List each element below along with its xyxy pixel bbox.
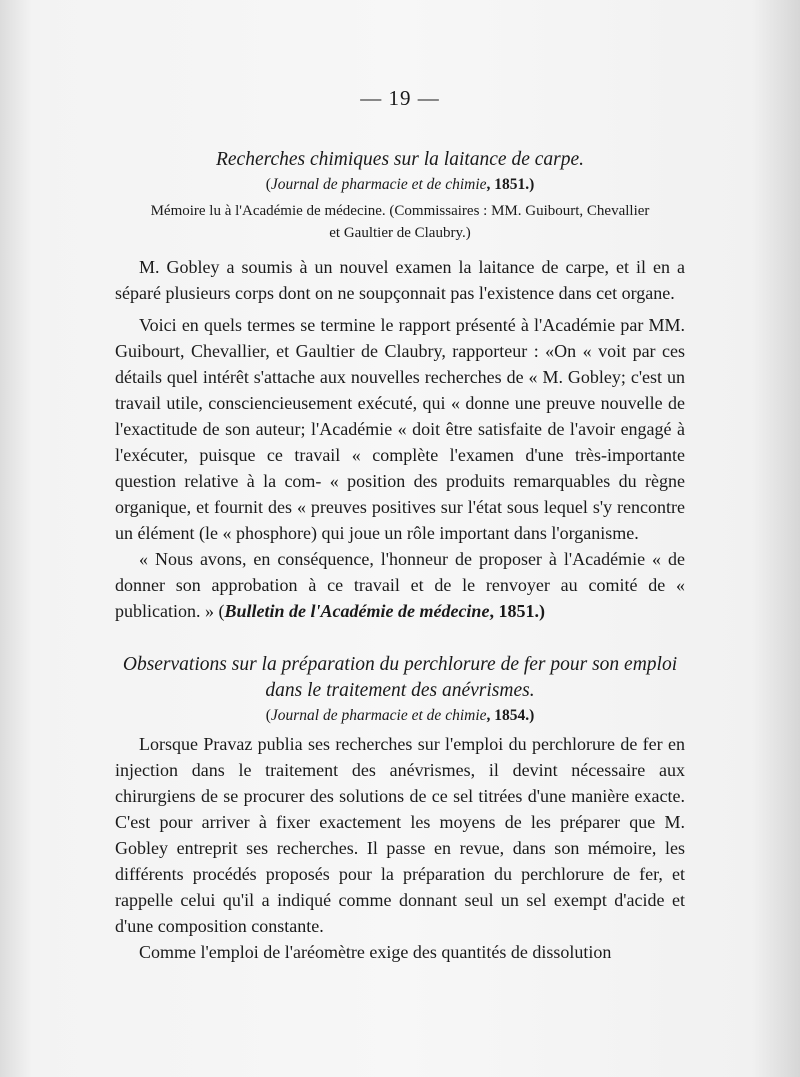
section-title: Observations sur la préparation du perchlorure de fer pour son emploi xyxy=(122,654,678,675)
source-journal: Journal de pharmacie et de chimie xyxy=(270,707,487,724)
paragraph: Lorsque Pravaz publia ses recherches sur l'emploi du perchlorure de fer en injection dans le traitement des anévrismes, il devint nécessaire aux chirurgiens de se procurer des solutions de ce sel titrées d'une manière exacte. C'est pour arriver à fixer exactement les moyens de les préparer que M. Gobley entreprit ses recherches. Il passe en revue, dans son mémoire, les différents procédés proposés pour la préparation du perchlorure de fer, et rappelle celui qu'il a indiqué comme donnant seul un sel exempt d'acide et d'une composition constante. xyxy=(115,734,685,936)
section-laitance-de-carpe xyxy=(115,147,685,624)
memoire-line: Mémoire lu à l'Académie de médecine. (Commissaires : MM. Guibourt, Chevallier xyxy=(150,203,650,219)
source-year: , 1851.) xyxy=(486,176,535,193)
memoire-note xyxy=(115,200,685,244)
section-title: dans le traitement des anévrismes. xyxy=(265,680,535,701)
quote-text: « Nous avons, en conséquence, l'honneur de proposer à l'Académie « de donner son approbation à ce travail et de le renvoyer au comité de « publication. » ( xyxy=(115,549,685,621)
source-journal: Journal de pharmacie et de chimie xyxy=(270,176,487,193)
section-perchlorure-de-fer xyxy=(115,652,685,965)
bulletin-reference: Bulletin de l'Académie de médecine xyxy=(224,601,490,621)
source-open: ( xyxy=(265,176,271,193)
paragraph xyxy=(115,546,685,624)
section-title: Recherches chimiques sur la laitance de carpe. xyxy=(215,149,585,170)
page-number: — 19 — xyxy=(360,86,440,110)
section-source xyxy=(115,176,685,194)
bulletin-year: , 1851.) xyxy=(489,601,545,621)
paragraph: Voici en quels termes se termine le rapport présenté à l'Académie par MM. Guibourt, Chevallier, et Gaultier de Claubry, rapporteur : «On « voit par ces détails quel intérêt s'attache aux nouvelles recherches de « M. Gobley; c'est un travail utile, consciencieusement exécuté, qui « donne une preuve nouvelle de l'exactitude de son auteur; l'Académie « doit être satisfaite de l'avoir engagé à l'exécuter, puisque ce travail « complète l'examen d'une très-importante question relative à la com- « position des produits remarquables du règne organique, et fournit des « preuves positives sur l'état sous lequel s'y rencontre un élément (le « phosphore) qui joue un rôle important dans l'organisme. xyxy=(115,315,685,543)
source-year: , 1854.) xyxy=(486,707,535,724)
section-source xyxy=(115,707,685,725)
paragraph: M. Gobley a soumis à un nouvel examen la laitance de carpe, et il en a séparé plusieurs corps dont on ne soupçonnait pas l'existence dans cet organe. xyxy=(115,257,685,303)
source-open: ( xyxy=(265,707,271,724)
page-content xyxy=(115,86,685,965)
paragraph: Comme l'emploi de l'aréomètre exige des quantités de dissolution xyxy=(139,942,612,962)
memoire-line: et Gaultier de Claubry.) xyxy=(329,225,471,241)
